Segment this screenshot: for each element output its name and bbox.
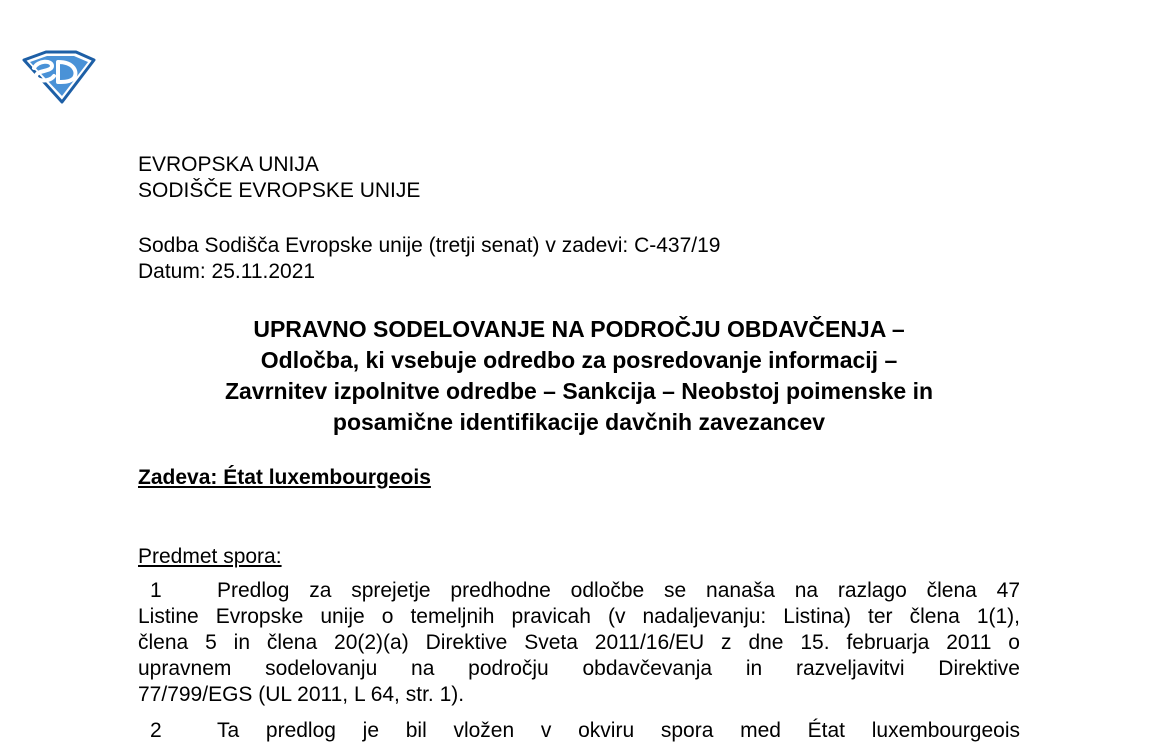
document-title: [138, 314, 1020, 438]
paragraph-line: upravnem sodelovanju na področju obdavčevanja in razveljavitvi Direktive: [138, 657, 1020, 680]
case-date: Datum: 25.11.2021: [138, 260, 316, 283]
paragraph: [138, 578, 1020, 708]
court-name: SODIŠČE EVROPSKE UNIJE: [138, 179, 421, 202]
paragraph-line: Ta predlog je bil vložen v okviru spora med État luxembourgeois: [217, 719, 1020, 742]
title-line: Odločba, ki vsebuje odredbo za posredovanje informacij –: [260, 347, 898, 373]
subject-heading: Predmet spora:: [138, 545, 282, 568]
title-line: Zavrnitev izpolnitve odredbe – Sankcija – Neobstoj poimenske in: [224, 378, 934, 404]
court-union-name: EVROPSKA UNIJA: [138, 153, 319, 176]
case-parties: Zadeva: État luxembourgeois: [138, 466, 431, 489]
paragraph: [138, 718, 1020, 744]
paragraph-line: člena 5 in člena 20(2)(a) Direktive Sveta 2011/16/EU z dne 15. februarja 2011 o: [138, 631, 1020, 654]
paragraph-number: 2: [150, 719, 162, 742]
title-line: posamične identifikacije davčnih zavezancev: [332, 409, 826, 435]
paragraph-line: Predlog za sprejetje predhodne odločbe se nanaša na razlago člena 47: [217, 579, 1020, 602]
title-line: UPRAVNO SODELOVANJE NA PODROČJU OBDAVČENJA –: [253, 316, 905, 342]
paragraph-number: 1: [150, 579, 162, 602]
sd-logo-icon: [22, 48, 96, 104]
case-reference: Sodba Sodišča Evropske unije (tretji senat) v zadevi: C-437/19: [138, 234, 721, 257]
paragraph-line: 77/799/EGS (UL 2011, L 64, str. 1).: [138, 683, 465, 706]
paragraph-line: Listine Evropske unije o temeljnih pravicah (v nadaljevanju: Listina) ter člena 1(1),: [138, 605, 1020, 628]
